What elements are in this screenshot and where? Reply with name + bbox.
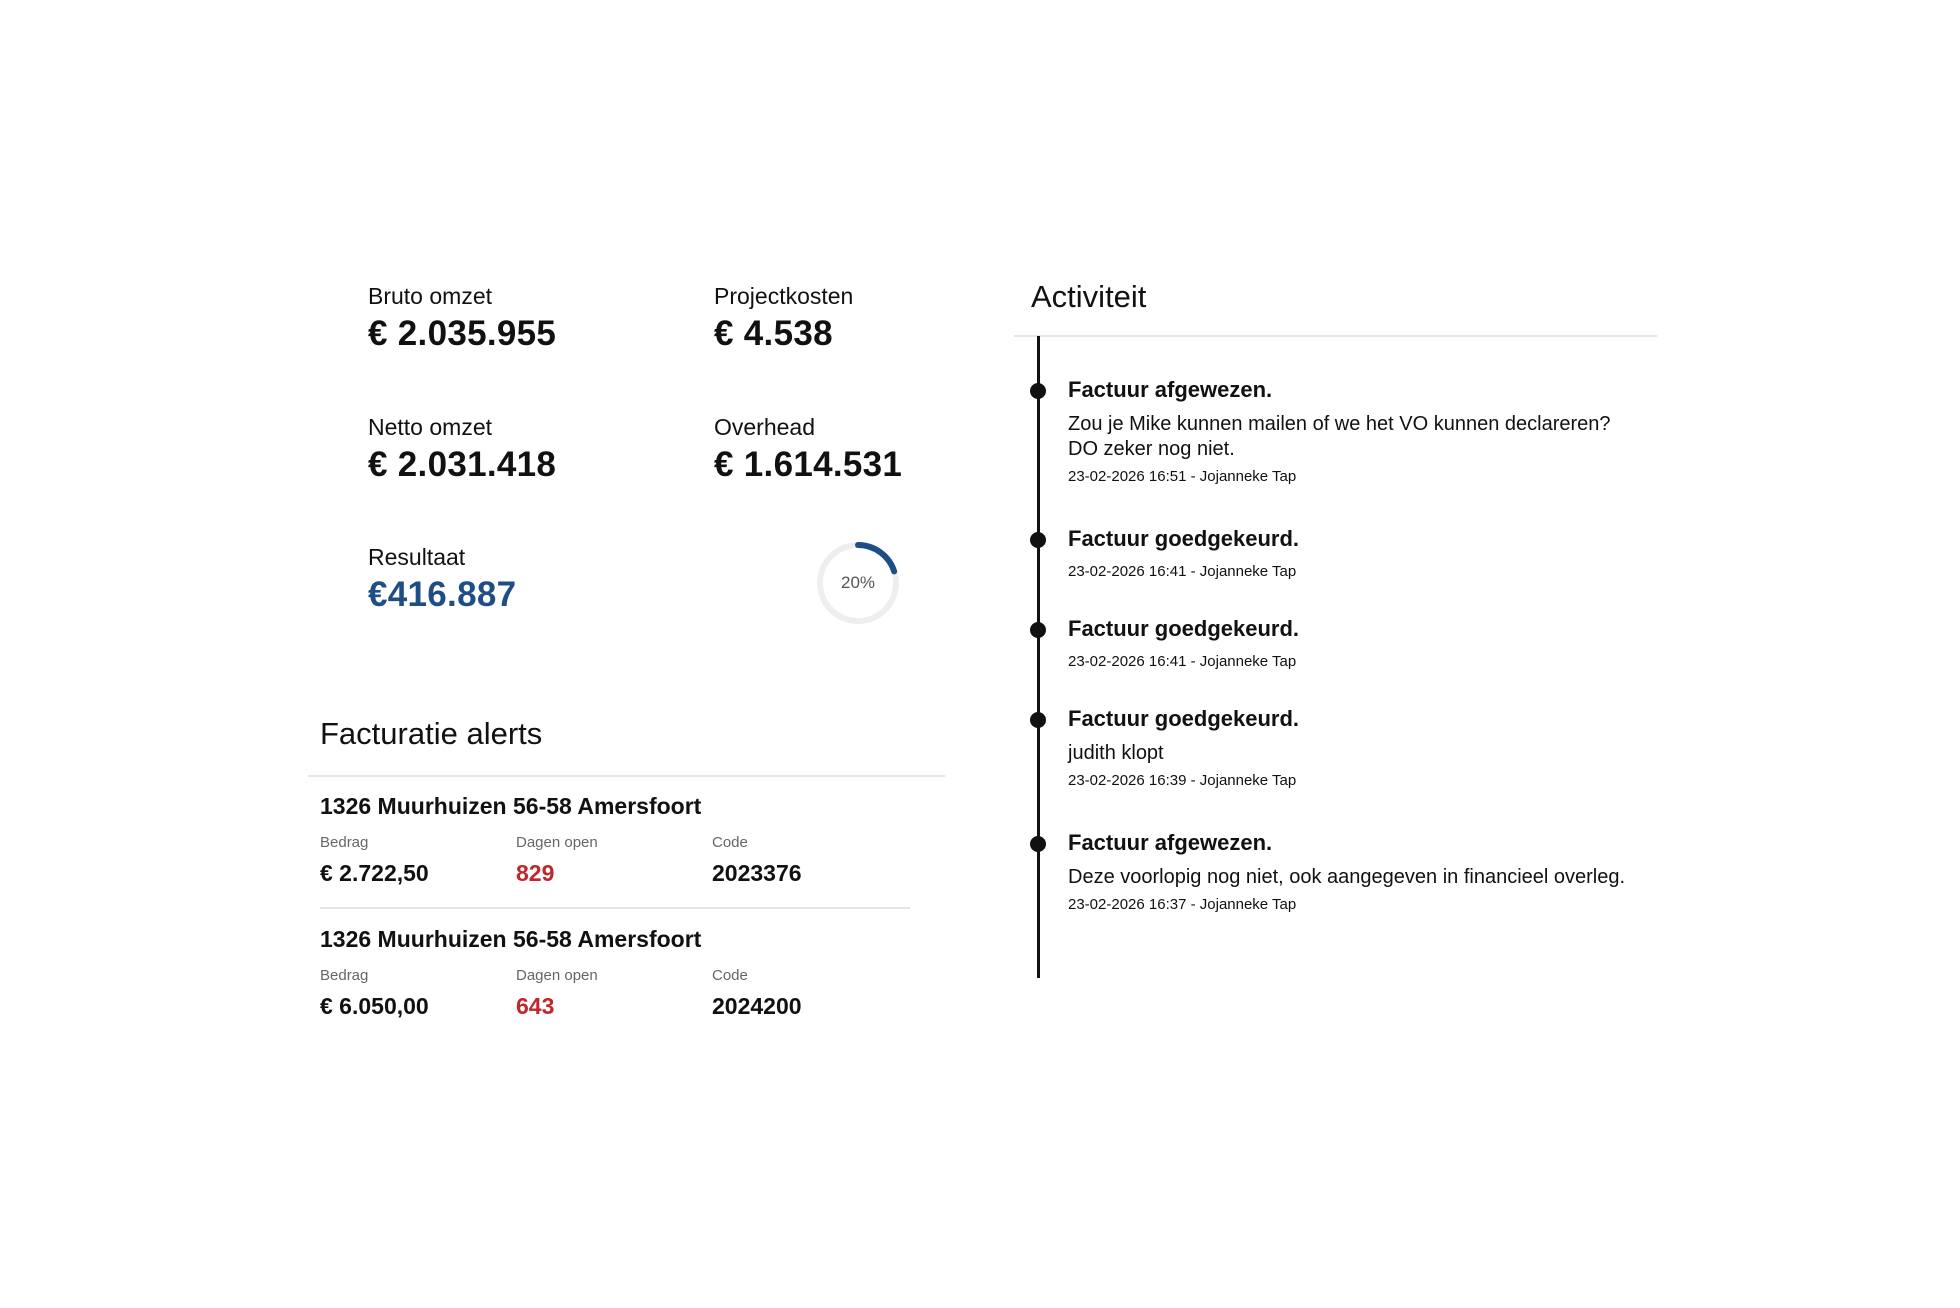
event-title: Factuur goedgekeurd. bbox=[1068, 706, 1300, 731]
metric-bruto-omzet bbox=[368, 282, 668, 356]
timeline-line bbox=[1037, 336, 1040, 978]
field-value: € 6.050,00 bbox=[320, 993, 429, 1019]
event-title: Factuur afgewezen. bbox=[1068, 830, 1273, 855]
timeline-event bbox=[1068, 615, 1628, 671]
alert-fields bbox=[320, 967, 920, 1029]
field-label: Bedrag bbox=[320, 967, 369, 984]
alerts-section-title: Facturatie alerts bbox=[320, 716, 543, 751]
timeline-dot-icon bbox=[1030, 532, 1046, 548]
timeline-event bbox=[1068, 376, 1628, 486]
metric-label: Netto omzet bbox=[368, 414, 492, 440]
timeline-event bbox=[1068, 829, 1628, 914]
metric-value: € 1.614.531 bbox=[714, 445, 903, 484]
progress-percentage: 20% bbox=[840, 573, 876, 592]
field-value: 2024200 bbox=[712, 993, 802, 1019]
metric-label: Resultaat bbox=[368, 544, 466, 570]
field-value: € 2.722,50 bbox=[320, 860, 429, 886]
metric-value: € 4.538 bbox=[714, 314, 833, 353]
event-title: Factuur afgewezen. bbox=[1068, 377, 1273, 402]
resultaat-progress-ring bbox=[815, 540, 901, 626]
event-message: Deze voorlopig nog niet, ook aangegeven in financieel overleg. bbox=[1068, 866, 1626, 888]
field-label: Code bbox=[712, 834, 748, 851]
metric-projectkosten bbox=[714, 282, 1014, 356]
divider bbox=[1014, 335, 1657, 337]
alert-fields bbox=[320, 834, 920, 896]
timeline-dot-icon bbox=[1030, 836, 1046, 852]
event-message: judith klopt bbox=[1068, 742, 1164, 764]
alert-field-code bbox=[712, 967, 802, 1021]
alert-field-bedrag bbox=[320, 967, 429, 1021]
metric-label: Projectkosten bbox=[714, 283, 854, 309]
metric-label: Bruto omzet bbox=[368, 283, 492, 309]
divider bbox=[308, 775, 945, 777]
metric-value: €416.887 bbox=[368, 575, 517, 614]
event-meta: 23-02-2026 16:51 - Jojanneke Tap bbox=[1068, 468, 1297, 485]
timeline-dot-icon bbox=[1030, 712, 1046, 728]
metric-resultaat bbox=[368, 543, 668, 617]
event-meta: 23-02-2026 16:41 - Jojanneke Tap bbox=[1068, 653, 1297, 670]
alert-field-dagen-open bbox=[516, 834, 598, 888]
timeline-dot-icon bbox=[1030, 622, 1046, 638]
field-value: 829 bbox=[516, 860, 555, 886]
divider bbox=[320, 907, 910, 909]
event-meta: 23-02-2026 16:37 - Jojanneke Tap bbox=[1068, 896, 1297, 913]
field-label: Dagen open bbox=[516, 834, 598, 851]
metric-value: € 2.035.955 bbox=[368, 314, 557, 353]
field-value: 643 bbox=[516, 993, 555, 1019]
alert-field-bedrag bbox=[320, 834, 429, 888]
timeline-dot-icon bbox=[1030, 383, 1046, 399]
activity-section-title: Activiteit bbox=[1031, 279, 1147, 314]
metric-label: Overhead bbox=[714, 414, 816, 440]
metric-overhead bbox=[714, 413, 1014, 487]
metric-value: € 2.031.418 bbox=[368, 445, 557, 484]
field-value: 2023376 bbox=[712, 860, 802, 886]
event-message: Zou je Mike kunnen mailen of we het VO kunnen declareren? DO zeker nog niet. bbox=[1068, 413, 1611, 460]
alert-field-dagen-open bbox=[516, 967, 598, 1021]
alert-title[interactable]: 1326 Muurhuizen 56-58 Amersfoort bbox=[320, 793, 702, 819]
timeline-event bbox=[1068, 525, 1628, 581]
timeline-event bbox=[1068, 705, 1628, 790]
alert-card[interactable] bbox=[320, 925, 920, 1029]
alert-title[interactable]: 1326 Muurhuizen 56-58 Amersfoort bbox=[320, 926, 702, 952]
alert-card[interactable] bbox=[320, 792, 920, 896]
event-meta: 23-02-2026 16:41 - Jojanneke Tap bbox=[1068, 563, 1297, 580]
alert-field-code bbox=[712, 834, 802, 888]
field-label: Code bbox=[712, 967, 748, 984]
field-label: Dagen open bbox=[516, 967, 598, 984]
metric-netto-omzet bbox=[368, 413, 668, 487]
event-meta: 23-02-2026 16:39 - Jojanneke Tap bbox=[1068, 772, 1297, 789]
event-title: Factuur goedgekeurd. bbox=[1068, 616, 1300, 641]
field-label: Bedrag bbox=[320, 834, 369, 851]
event-title: Factuur goedgekeurd. bbox=[1068, 526, 1300, 551]
